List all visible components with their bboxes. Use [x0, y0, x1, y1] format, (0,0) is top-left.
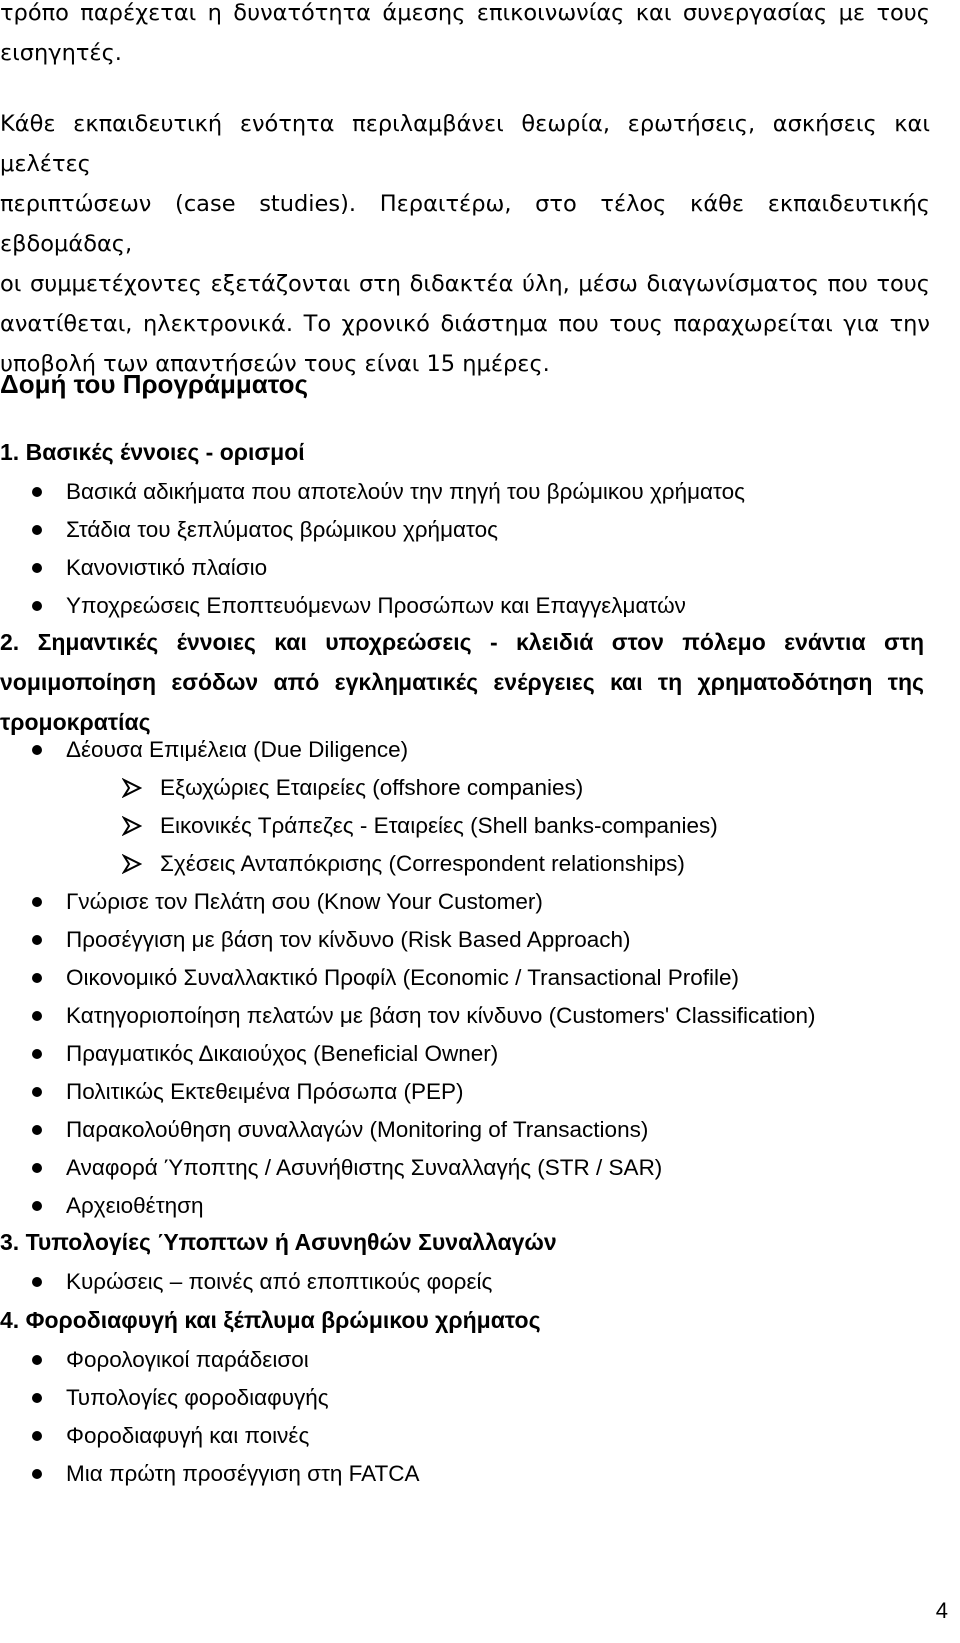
- section-number: 2.: [0, 629, 20, 655]
- bullet-icon: [32, 1431, 42, 1441]
- section-heading: Δομή του Προγράμματος: [0, 369, 309, 399]
- bullet-icon: [32, 1049, 42, 1059]
- section-title: Βασικές έννοιες - ορισμοί: [25, 439, 305, 465]
- arrow-bullet-icon: [122, 778, 142, 798]
- list-item-text: Οικονομικό Συναλλακτικό Προφίλ (Economic / Transactional Profile): [66, 965, 740, 990]
- paragraph-line: εισηγητές.: [0, 40, 122, 66]
- section-title: Φοροδιαφυγή και ξέπλυμα βρώμικου χρήματος: [25, 1307, 541, 1333]
- bullet-icon: [32, 487, 42, 497]
- bullet-icon: [32, 601, 42, 611]
- list-item-text: Τυπολογίες φοροδιαφυγής: [66, 1385, 329, 1410]
- sub-list-item-text: Σχέσεις Ανταπόκρισης (Correspondent relationships): [160, 851, 685, 876]
- intro-paragraph: [0, 0, 930, 73]
- list-item-text: Πολιτικώς Εκτεθειμένα Πρόσωπα (PEP): [66, 1079, 464, 1104]
- bullet-icon: [32, 1277, 42, 1287]
- list-item-text: Αρχειοθέτηση: [66, 1193, 204, 1218]
- section-3-title: [0, 1222, 924, 1262]
- section-number: 1.: [0, 439, 20, 465]
- bullet-icon: [32, 935, 42, 945]
- section-1-title: [0, 432, 924, 472]
- arrow-bullet-icon: [122, 854, 142, 874]
- sub-list-item-text: Εικονικές Τράπεζες - Εταιρείες (Shell banks-companies): [160, 813, 718, 838]
- paragraph-line: Κάθε εκπαιδευτική ενότητα περιλαμβάνει θεωρία, ερωτήσεις, ασκήσεις και μελέτες: [0, 111, 930, 177]
- description-paragraph: [0, 104, 930, 384]
- bullet-icon: [32, 1011, 42, 1021]
- section-title: Σημαντικές έννοιες και υποχρεώσεις - κλειδιά στον πόλεμο ενάντια στη: [37, 629, 925, 655]
- list-item-text: Γνώρισε τον Πελάτη σου (Know Your Customer): [66, 889, 543, 914]
- bullet-icon: [32, 1469, 42, 1479]
- list-item-text: Στάδια του ξεπλύματος βρώμικου χρήματος: [66, 517, 498, 542]
- paragraph-line: περιπτώσεων (case studies). Περαιτέρω, στο τέλος κάθε εκπαιδευτικής εβδομάδας,: [0, 191, 930, 257]
- paragraph-line: υποβολή των απαντήσεών τους είναι 15 ημέρες.: [0, 351, 550, 377]
- list-item-text: Κυρώσεις – ποινές από εποπτικούς φορείς: [66, 1269, 493, 1294]
- bullet-icon: [32, 1355, 42, 1365]
- list-item-text: Προσέγγιση με βάση τον κίνδυνο (Risk Based Approach): [66, 927, 631, 952]
- bullet-icon: [32, 1393, 42, 1403]
- list-item-text: Φοροδιαφυγή και ποινές: [66, 1423, 310, 1448]
- list-item-text: Κανονιστικό πλαίσιο: [66, 555, 268, 580]
- paragraph-line: τρόπο παρέχεται η δυνατότητα άμεσης επικοινωνίας και συνεργασίας με τους: [0, 0, 930, 26]
- paragraph-line: οι συμμετέχοντες εξετάζονται στη διδακτέα ύλη, μέσω διαγωνίσματος που τους: [0, 271, 930, 297]
- list-item-text: Φορολογικοί παράδεισοι: [66, 1347, 309, 1372]
- section-title: Τυπολογίες Ύποπτων ή Ασυνηθών Συναλλαγών: [25, 1229, 557, 1255]
- list-item-text: Παρακολούθηση συναλλαγών (Monitoring of Transactions): [66, 1117, 649, 1142]
- bullet-icon: [32, 1125, 42, 1135]
- sub-list-item-text: Εξωχώριες Εταιρείες (offshore companies): [160, 775, 584, 800]
- bullet-icon: [32, 525, 42, 535]
- list-item-text: Μια πρώτη προσέγγιση στη FATCA: [66, 1461, 420, 1486]
- paragraph-line: ανατίθεται, ηλεκτρονικά. Το χρονικό διάστημα που τους παραχωρείται για την: [0, 311, 930, 337]
- section-number: 4.: [0, 1307, 20, 1333]
- bullet-icon: [32, 897, 42, 907]
- list-item-text: Πραγματικός Δικαιούχος (Beneficial Owner): [66, 1041, 499, 1066]
- bullet-icon: [32, 563, 42, 573]
- bullet-icon: [32, 1201, 42, 1211]
- section-title: τρομοκρατίας: [0, 709, 151, 735]
- arrow-bullet-icon: [122, 816, 142, 836]
- section-4-title: [0, 1300, 924, 1340]
- bullet-icon: [32, 745, 42, 755]
- bullet-icon: [32, 1163, 42, 1173]
- list-item-text: Δέουσα Επιμέλεια (Due Diligence): [66, 737, 409, 762]
- bullet-icon: [32, 1087, 42, 1097]
- section-2-title: [0, 622, 924, 742]
- list-item-text: Κατηγοριοποίηση πελατών με βάση τον κίνδυνο (Customers' Classification): [66, 1003, 816, 1028]
- list-item-text: Αναφορά Ύποπτης / Ασυνήθιστης Συναλλαγής (STR / SAR): [66, 1155, 663, 1180]
- section-number: 3.: [0, 1229, 20, 1255]
- page-number: 4: [935, 1598, 948, 1623]
- list-item-text: Υποχρεώσεις Εποπτευόμενων Προσώπων και Επαγγελματών: [66, 593, 686, 618]
- section-title: νομιμοποίηση εσόδων από εγκληματικές ενέργειες και τη χρηματοδότηση της: [0, 669, 924, 695]
- bullet-icon: [32, 973, 42, 983]
- list-item-text: Βασικά αδικήματα που αποτελούν την πηγή του βρώμικου χρήματος: [66, 479, 745, 504]
